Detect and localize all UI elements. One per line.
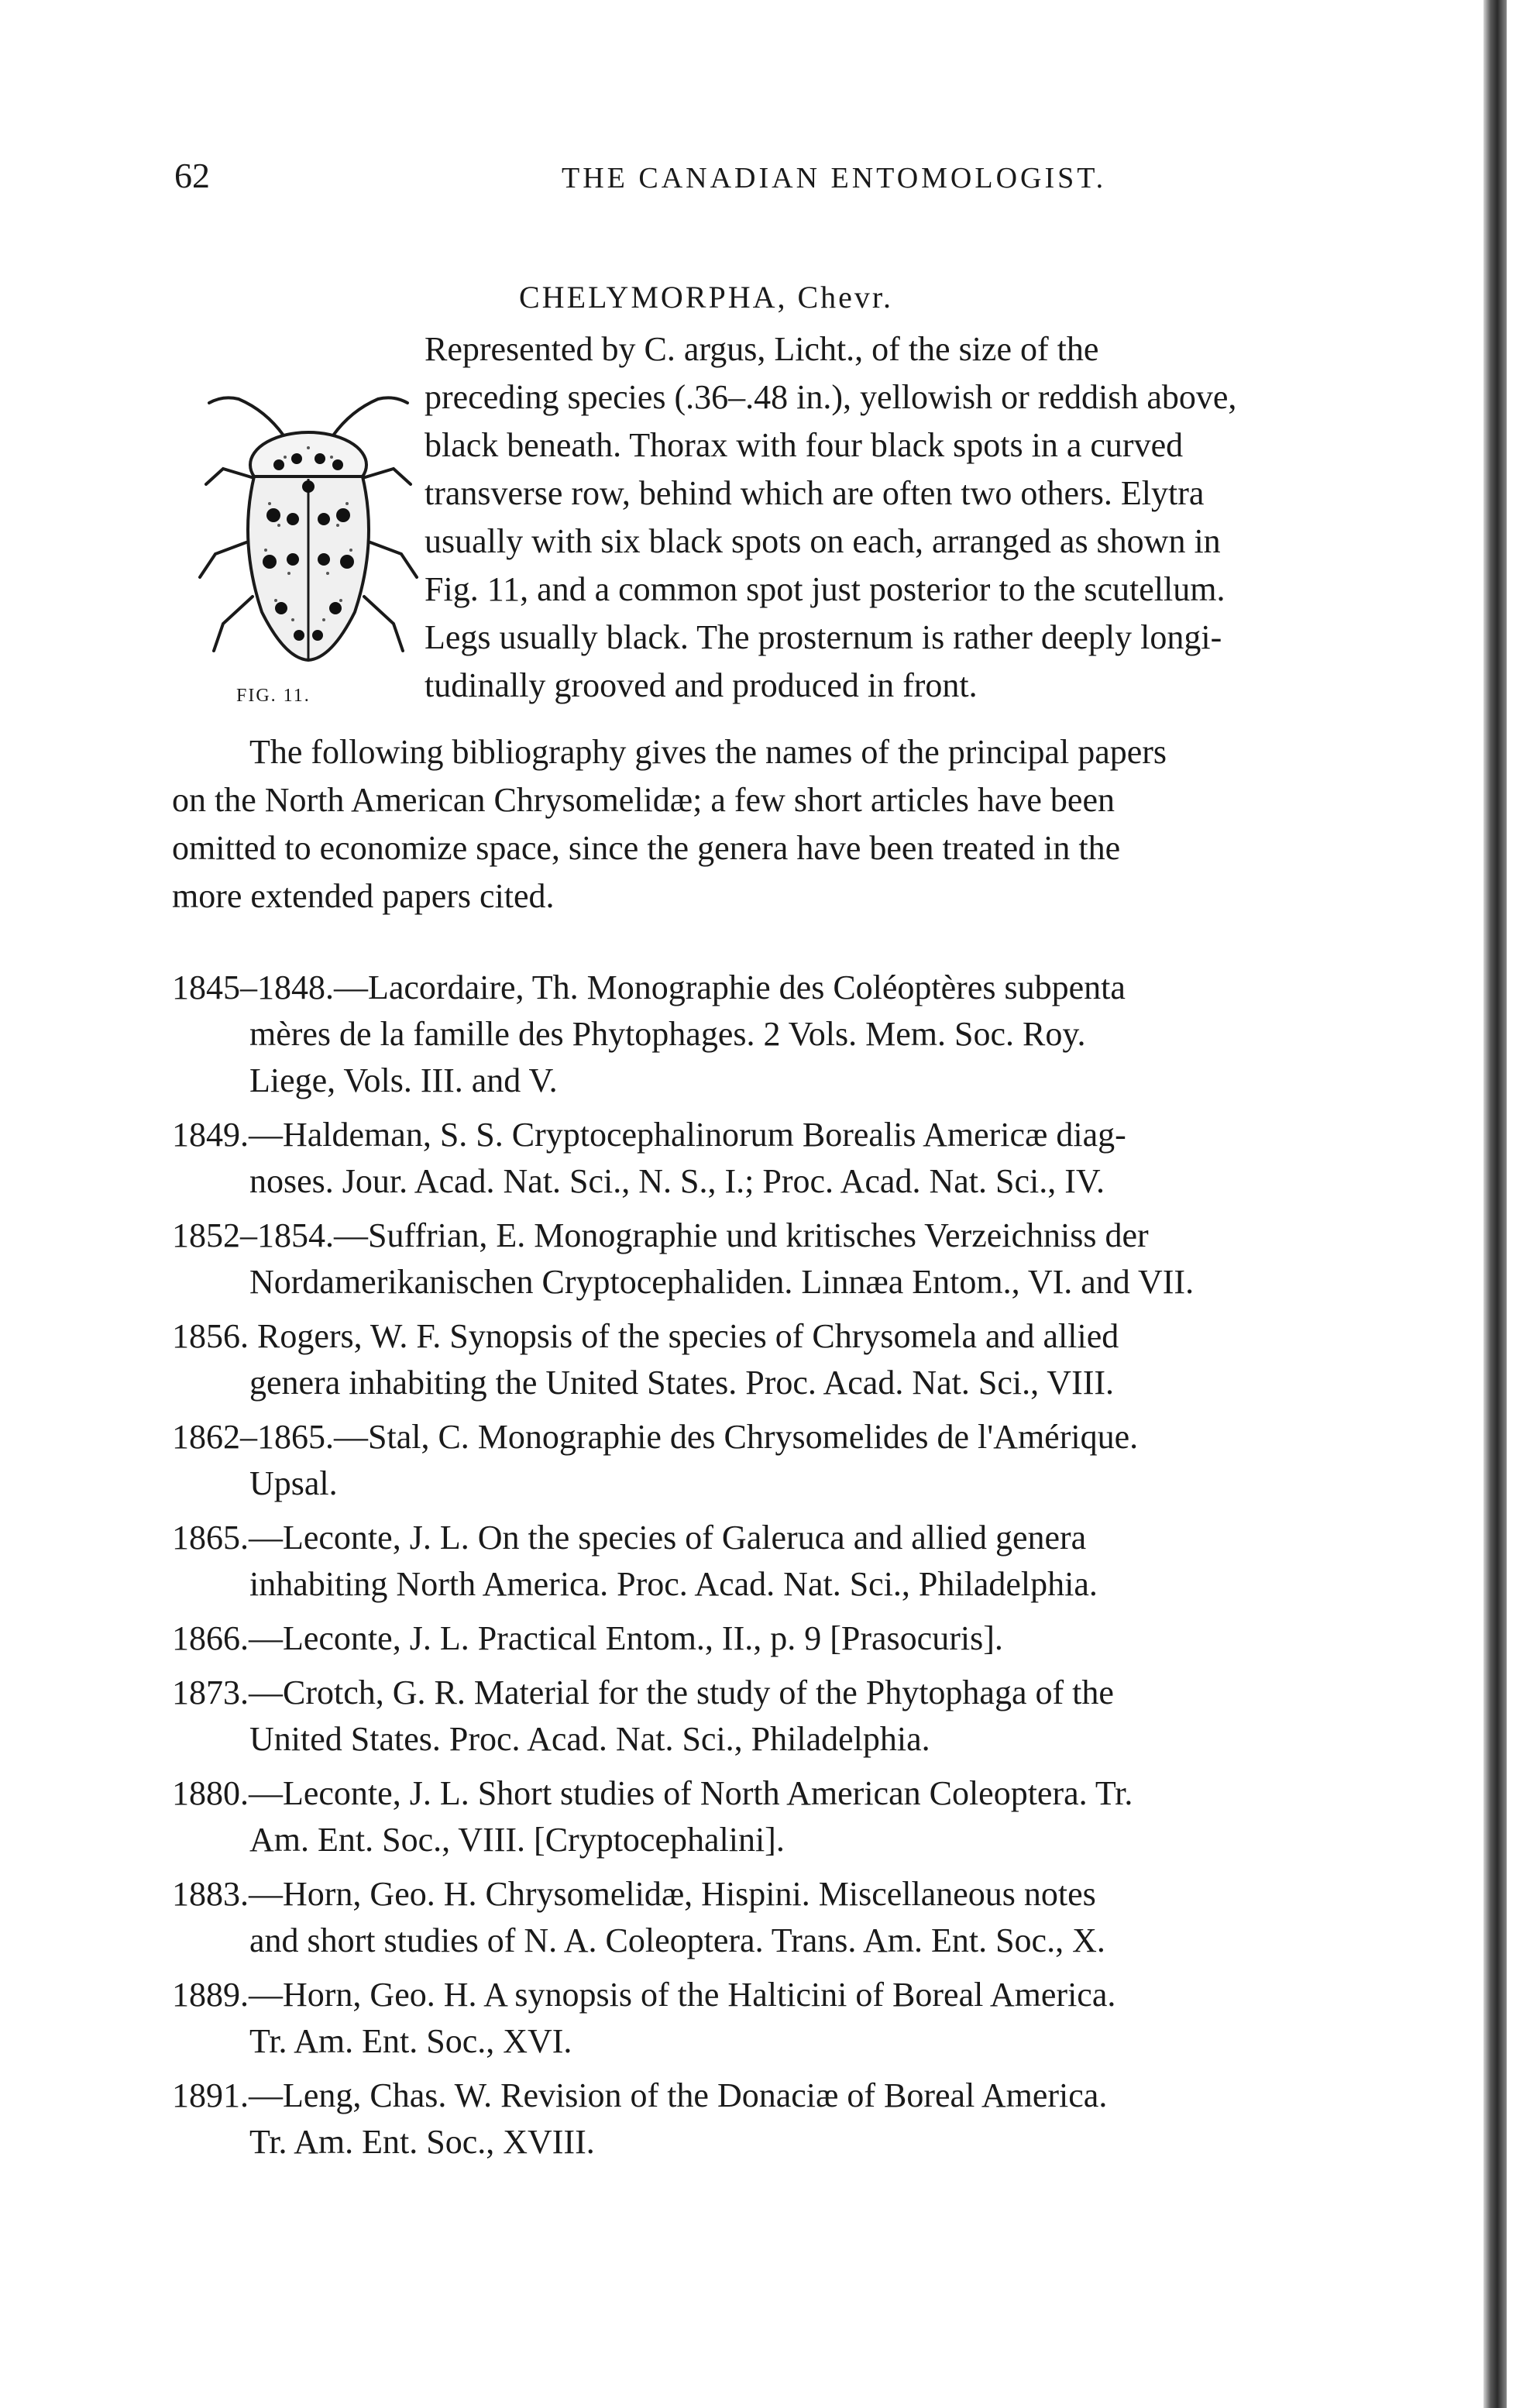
paragraph-line: The following bibliography gives the names of the principal papers [249, 733, 1167, 771]
bibliography-entry [172, 1770, 1481, 1863]
bibliography-entry-line: Nordamerikanischen Cryptocephaliden. Linnæa Entom., VI. and VII. [249, 1263, 1195, 1301]
bibliography-entry-line: Upsal. [249, 1464, 338, 1502]
bibliography-entry-line: 1856. Rogers, W. F. Synopsis of the species of Chrysomela and allied [172, 1317, 1119, 1355]
bibliography-entry [172, 1972, 1481, 2065]
page-header [174, 155, 1491, 201]
intro-line: Fig. 11, and a common spot just posterior to the scutellum. [425, 570, 1225, 608]
bibliography-entry-line: and short studies of N. A. Coleoptera. Trans. Am. Ent. Soc., X. [249, 1921, 1105, 1959]
bibliography-entry-line: Liege, Vols. III. and V. [249, 1061, 558, 1099]
bibliography-entry-line: United States. Proc. Acad. Nat. Sci., Philadelphia. [249, 1720, 930, 1758]
intro-line: Legs usually black. The prosternum is rather deeply longi- [425, 618, 1222, 656]
bibliography-entry-line: 1866.—Leconte, J. L. Practical Entom., II., p. 9 [Prasocuris]. [172, 1619, 1003, 1657]
bibliography-entry-line: 1883.—Horn, Geo. H. Chrysomelidæ, Hispini. Miscellaneous notes [172, 1875, 1096, 1913]
bibliography-entry-line: mères de la famille des Phytophages. 2 Vols. Mem. Soc. Roy. [249, 1015, 1086, 1053]
intro-line: tudinally grooved and produced in front. [425, 666, 978, 704]
left-antenna [209, 397, 284, 435]
paragraph-line: omitted to economize space, since the genera have been treated in the [172, 829, 1121, 867]
genus-heading: CHELYMORPHA, Chevr. [519, 280, 894, 315]
page-number: 62 [174, 156, 210, 195]
bibliography-entry [172, 1670, 1481, 1763]
intro-line: transverse row, behind which are often two others. Elytra [425, 474, 1205, 512]
bibliography-entry-line: 1891.—Leng, Chas. W. Revision of the Donaciæ of Boreal America. [172, 2076, 1108, 2114]
intro-line: preceding species (.36–.48 in.), yellowish or reddish above, [425, 378, 1237, 416]
page-binding-shadow [1483, 0, 1507, 2408]
bibliography-entry-line: noses. Jour. Acad. Nat. Sci., N. S., I.; Proc. Acad. Nat. Sci., IV. [249, 1162, 1105, 1200]
intro-line: Represented by C. argus, Licht., of the size of the [425, 330, 1099, 368]
bibliography-entry-line: 1852–1854.—Suffrian, E. Monographie und kritisches Verzeichniss der [172, 1216, 1149, 1254]
beetle-illustration [192, 387, 425, 674]
bibliography-entry-line: Am. Ent. Soc., VIII. [Cryptocephalini]. [249, 1821, 785, 1859]
bibliography-entry-line: genera inhabiting the United States. Proc. Acad. Nat. Sci., VIII. [249, 1364, 1115, 1402]
left-hind-leg [214, 597, 253, 651]
bibliography-entry [172, 965, 1481, 1104]
bibliography-entry-line: 1865.—Leconte, J. L. On the species of Galeruca and allied genera [172, 1519, 1087, 1557]
bibliography [172, 965, 1481, 2173]
right-hind-leg [364, 597, 403, 651]
bibliography-entry [172, 1213, 1481, 1305]
right-antenna [333, 397, 407, 435]
bibliography-entry-line: 1849.—Haldeman, S. S. Cryptocephalinorum Borealis Americæ diag- [172, 1116, 1126, 1154]
bibliography-entry [172, 1515, 1481, 1608]
bibliography-entry-line: inhabiting North America. Proc. Acad. Nat. Sci., Philadelphia. [249, 1565, 1098, 1603]
bibliography-entry [172, 2073, 1481, 2165]
left-middle-leg [200, 542, 246, 577]
paragraph-line: on the North American Chrysomelidæ; a few short articles have been [172, 781, 1115, 819]
bibliography-entry-line: 1889.—Horn, Geo. H. A synopsis of the Halticini of Boreal America. [172, 1976, 1116, 2014]
bibliography-entry-line: Tr. Am. Ent. Soc., XVIII. [249, 2123, 595, 2161]
bibliography-entry-line: 1862–1865.—Stal, C. Monographie des Chrysomelides de l'Amérique. [172, 1418, 1139, 1456]
bibliography-entry [172, 1414, 1481, 1507]
bibliography-entry [172, 1871, 1481, 1964]
paragraph-line: more extended papers cited. [172, 877, 555, 915]
figure-caption: FIG. 11. [236, 686, 311, 706]
bibliography-entry-line: Tr. Am. Ent. Soc., XVI. [249, 2022, 572, 2060]
bibliography-entry-line: 1873.—Crotch, G. R. Material for the study of the Phytophaga of the [172, 1674, 1114, 1711]
page-edge [1507, 0, 1540, 2408]
bibliography-entry [172, 1112, 1481, 1205]
bibliography-entry-line: 1845–1848.—Lacordaire, Th. Monographie des Coléoptères subpenta [172, 968, 1126, 1006]
bibliography-entry [172, 1615, 1481, 1662]
right-middle-leg [370, 542, 417, 577]
intro-line: black beneath. Thorax with four black spots in a curved [425, 426, 1184, 464]
running-title: THE CANADIAN ENTOMOLOGIST. [562, 162, 1107, 194]
bibliography-entry-line: 1880.—Leconte, J. L. Short studies of North American Coleoptera. Tr. [172, 1774, 1133, 1812]
bibliography-entry [172, 1313, 1481, 1406]
intro-line: usually with six black spots on each, arranged as shown in [425, 522, 1221, 560]
